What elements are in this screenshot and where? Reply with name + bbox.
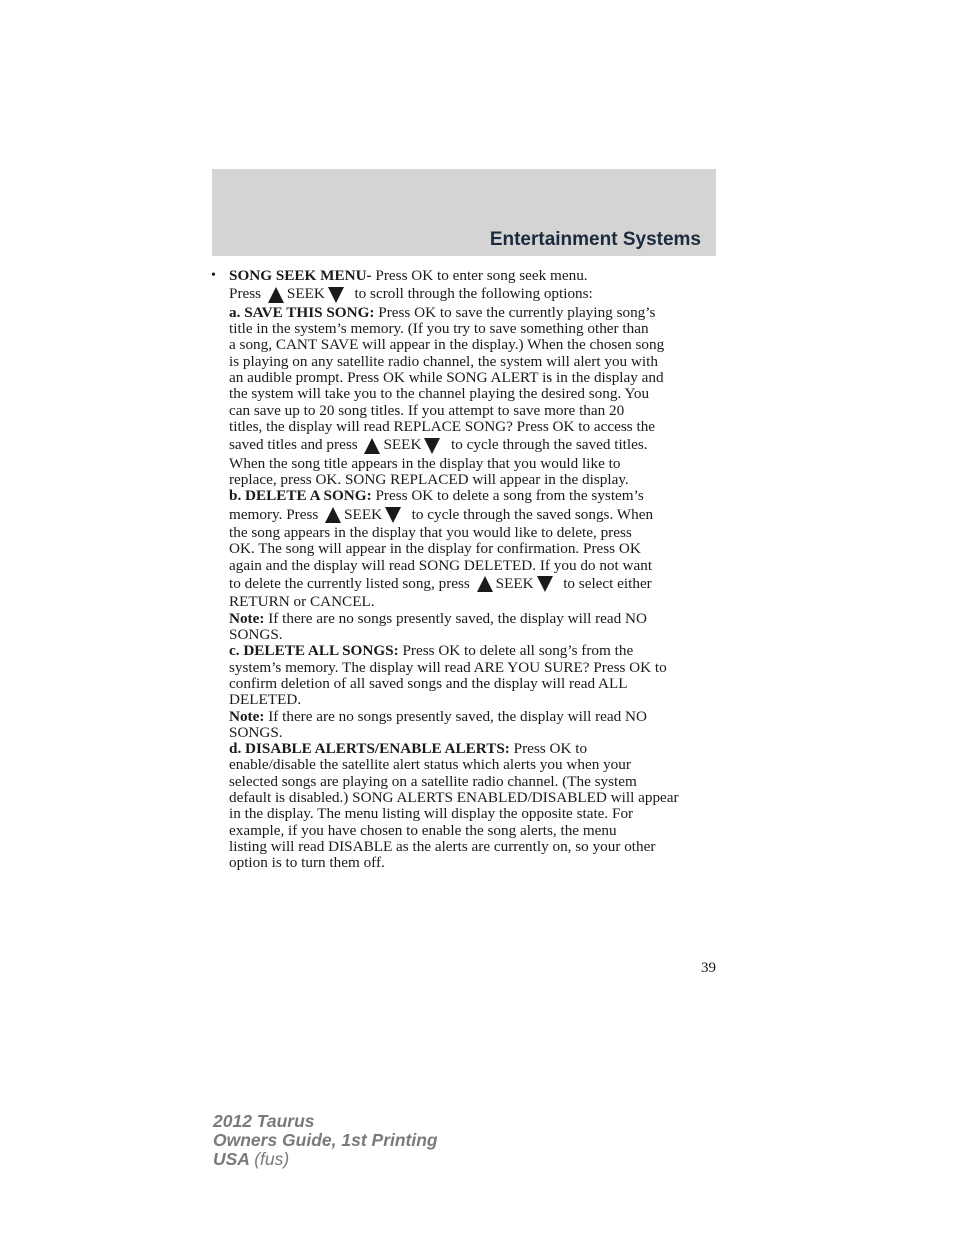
seek-label: SEEK [344, 505, 383, 523]
text-line: When the song title appears in the display that you would like to [229, 454, 621, 472]
text-line: is playing on any satellite radio channel, the system will alert you with [229, 352, 658, 370]
seek-up-icon [364, 438, 380, 454]
save-song-heading: a. SAVE THIS SONG: [229, 303, 375, 321]
footer-region [213, 1150, 438, 1169]
text: to scroll through the following options: [354, 285, 593, 303]
text-line: title in the system’s memory. (If you try to save something other than [229, 320, 649, 338]
seek-down-icon [537, 576, 553, 592]
note-line [229, 611, 717, 627]
delete-song-heading: b. DELETE A SONG: [229, 487, 372, 505]
page-number: 39 [701, 960, 716, 976]
delete-all-heading: c. DELETE ALL SONGS: [229, 642, 399, 660]
seek-label: SEEK [495, 574, 534, 592]
text: If there are no songs presently saved, the display will read NO [264, 707, 647, 725]
text-line: default is disabled.) SONG ALERTS ENABLED/DISABLED will appear [229, 789, 679, 807]
footer-region-main: USA [213, 1149, 250, 1169]
text: If there are no songs presently saved, the display will read NO [264, 609, 647, 627]
delete-press-line-2 [229, 574, 717, 595]
song-seek-press-line [229, 284, 717, 305]
text-line: the song appears in the display that you would like to delete, press [229, 524, 632, 542]
seek-label: SEEK [383, 436, 422, 454]
bullet: • [211, 268, 216, 283]
seek-label: SEEK [286, 285, 325, 303]
text: to delete the currently listed song, press [229, 574, 470, 592]
note-line [229, 709, 717, 725]
note-label: Note: [229, 707, 265, 725]
text: saved titles and press [229, 436, 358, 454]
text: Press [229, 285, 262, 303]
text-line: RETURN or CANCEL. [229, 593, 375, 611]
page-content [211, 267, 717, 872]
text-line: selected songs are playing on a satellite radio channel. (The system [229, 772, 637, 790]
delete-all-line [229, 643, 717, 659]
text-line: in the display. The menu listing will display the opposite state. For [229, 805, 634, 823]
seek-up-icon [477, 576, 493, 592]
seek-down-icon [385, 507, 401, 523]
text-line: SONGS. [229, 723, 283, 741]
text: Press OK to delete a song from the system’s [371, 487, 644, 505]
text: Press OK to save the currently playing song’s [374, 303, 656, 321]
footer-edition: Owners Guide, 1st Printing [213, 1130, 438, 1150]
footer-model: 2012 Taurus [213, 1111, 315, 1131]
section-header-band [212, 169, 716, 256]
text-line: an audible prompt. Press OK while SONG ALERT is in the display and [229, 368, 664, 386]
text-line: again and the display will read SONG DELETED. If you do not want [229, 556, 653, 574]
text-line: DELETED. [229, 691, 302, 709]
text-line: OK. The song will appear in the display for confirmation. Press OK [229, 540, 641, 558]
text: to select either [563, 574, 652, 592]
document-footer [213, 1112, 438, 1169]
seek-down-icon [328, 287, 344, 303]
text-line: SONGS. [229, 626, 283, 644]
text: memory. Press [229, 505, 319, 523]
song-seek-line [229, 268, 717, 284]
alerts-line [229, 741, 717, 757]
footer-region-code: (fus) [254, 1149, 290, 1169]
text: to cycle through the saved songs. When [411, 505, 654, 523]
text-line: enable/disable the satellite alert status which alerts you when your [229, 756, 631, 774]
section-title: Entertainment Systems [489, 229, 701, 250]
text: Press OK to delete all song’s from the [398, 642, 634, 660]
text-line: example, if you have chosen to enable the song alerts, the menu [229, 821, 617, 839]
alerts-heading: d. DISABLE ALERTS/ENABLE ALERTS: [229, 740, 510, 758]
text: to cycle through the saved titles. [451, 436, 648, 454]
seek-up-icon [325, 507, 341, 523]
save-press-line [229, 435, 717, 456]
song-seek-intro: Press OK to enter song seek menu. [371, 267, 588, 284]
text-line: the system will take you to the channel playing the desired song. You [229, 385, 650, 403]
text-line: can save up to 20 song titles. If you attempt to save more than 20 [229, 401, 625, 419]
delete-song-line [229, 488, 717, 504]
song-seek-heading: SONG SEEK MENU- [229, 267, 372, 284]
text: Press OK to [509, 740, 588, 758]
note-label: Note: [229, 609, 265, 627]
seek-down-icon [424, 438, 440, 454]
text-line: confirm deletion of all saved songs and the display will read ALL [229, 674, 628, 692]
text-line: listing will read DISABLE as the alerts are currently on, so your other [229, 837, 656, 855]
delete-press-line [229, 505, 717, 526]
text-line: option is to turn them off. [229, 854, 385, 872]
save-song-line [229, 305, 717, 321]
text-line: replace, press OK. SONG REPLACED will appear in the display. [229, 470, 629, 488]
text-line: titles, the display will read REPLACE SONG? Press OK to access the [229, 417, 656, 435]
seek-up-icon [268, 287, 284, 303]
text-line: system’s memory. The display will read ARE YOU SURE? Press OK to [229, 658, 667, 676]
text-line: a song, CANT SAVE will appear in the display.) When the chosen song [229, 336, 665, 354]
